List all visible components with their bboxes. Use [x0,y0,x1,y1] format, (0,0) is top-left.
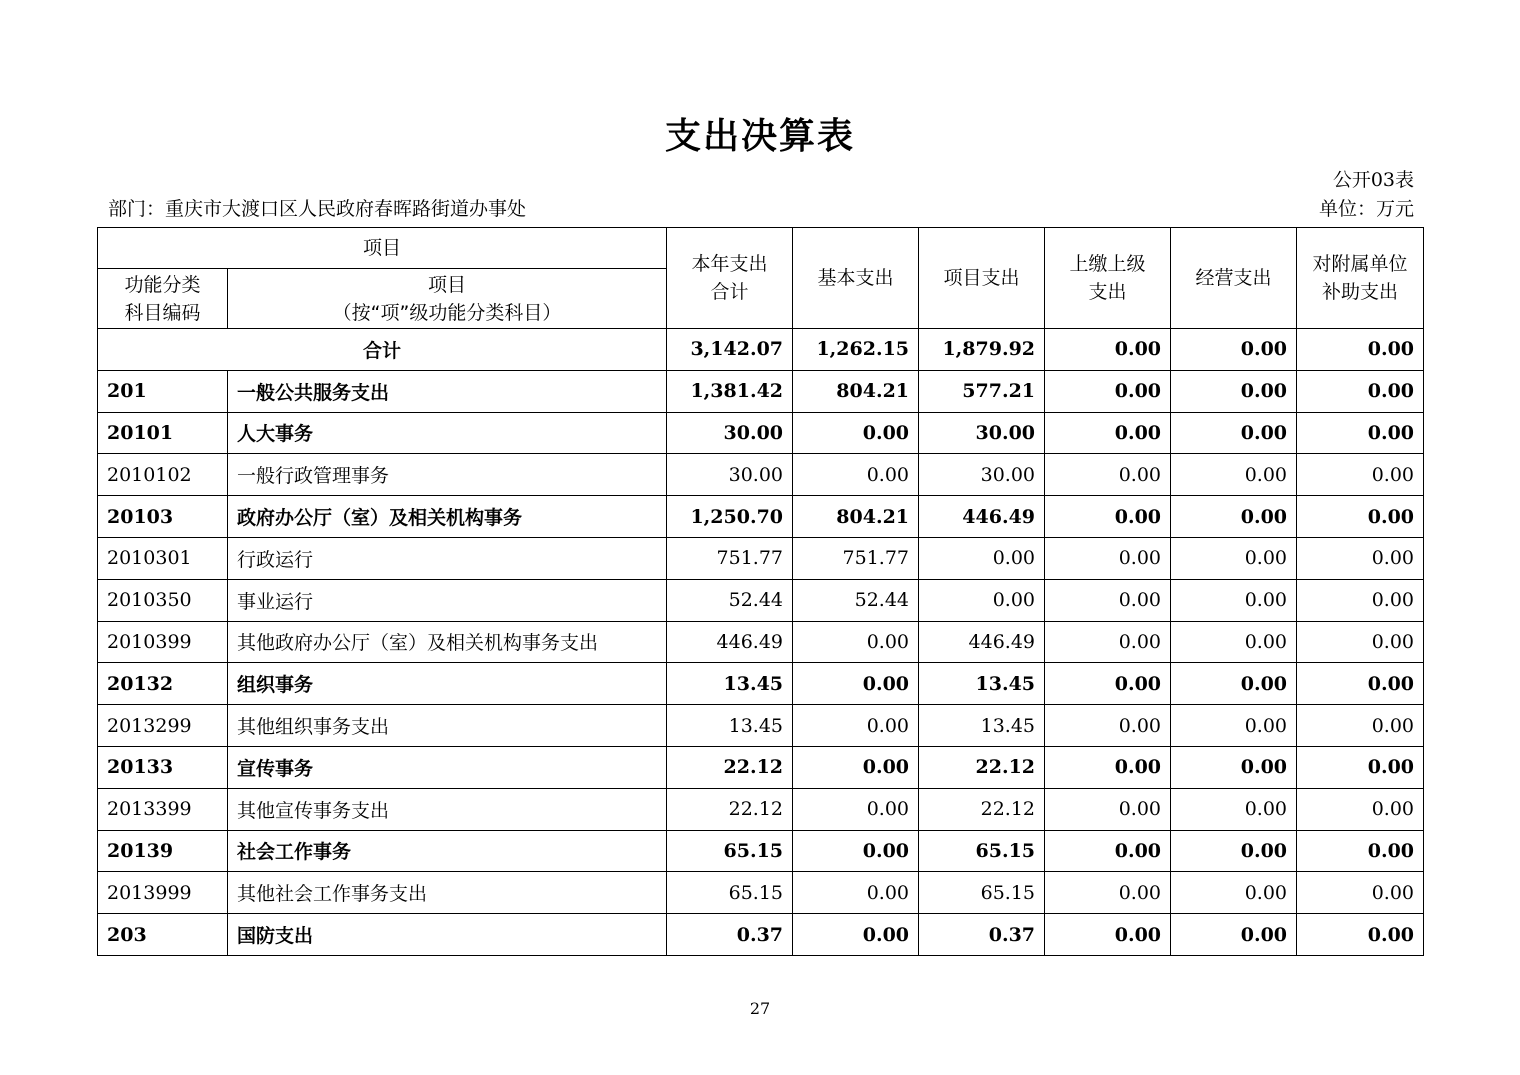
row-code: 2013399 [98,788,228,830]
row-value-subsidy: 0.00 [1297,914,1424,956]
header-basic: 基本支出 [793,228,919,329]
table-row [98,705,1424,747]
header-total-line2: 合计 [710,281,749,303]
row-value-basic: 0.00 [793,914,919,956]
row-value-upper: 0.00 [1045,370,1171,412]
row-value-upper: 0.00 [1045,621,1171,663]
row-value-total: 1,250.70 [667,496,793,538]
total-label: 合计 [98,329,667,371]
row-name: 其他组织事务支出 [228,705,667,747]
row-value-business: 0.00 [1171,788,1297,830]
page-title: 支出决算表 [664,116,855,157]
table-row [98,537,1424,579]
row-value-upper: 0.00 [1045,579,1171,621]
header-item-line1: 项目 [428,273,467,296]
row-value-business: 0.00 [1171,705,1297,747]
header-upper-line1: 上缴上级 [1069,253,1146,275]
header-subsidy-line1: 对附属单位 [1312,253,1408,275]
row-value-basic: 751.77 [793,537,919,579]
row-value-subsidy: 0.00 [1297,830,1424,872]
row-value-upper: 0.00 [1045,914,1171,956]
row-name: 政府办公厅（室）及相关机构事务 [228,496,667,538]
row-value-total: 52.44 [667,579,793,621]
row-value-basic: 0.00 [793,663,919,705]
row-value-basic: 0.00 [793,830,919,872]
header-business: 经营支出 [1171,228,1297,329]
row-value-total: 13.45 [667,705,793,747]
row-name: 一般行政管理事务 [228,454,667,496]
row-value-upper: 0.00 [1045,788,1171,830]
row-name: 其他社会工作事务支出 [228,872,667,914]
row-value-total: 30.00 [667,454,793,496]
row-code: 2013999 [98,872,228,914]
row-value-upper: 0.00 [1045,496,1171,538]
row-value-upper: 0.00 [1045,705,1171,747]
row-value-business: 0.00 [1171,621,1297,663]
total-value-upper: 0.00 [1045,329,1171,371]
row-value-basic: 0.00 [793,621,919,663]
row-value-project: 13.45 [919,705,1045,747]
row-value-business: 0.00 [1171,537,1297,579]
form-number: 公开03表 [1332,169,1414,191]
row-value-basic: 0.00 [793,746,919,788]
row-value-subsidy: 0.00 [1297,746,1424,788]
header-upper-line2: 支出 [1088,281,1127,303]
table-row [98,370,1424,412]
row-value-upper: 0.00 [1045,872,1171,914]
row-value-upper: 0.00 [1045,663,1171,705]
total-value-total: 3,142.07 [667,329,793,371]
row-value-business: 0.00 [1171,454,1297,496]
header-item-group: 项目 [98,228,667,269]
row-code: 2010301 [98,537,228,579]
row-code: 2010102 [98,454,228,496]
row-value-subsidy: 0.00 [1297,496,1424,538]
row-value-subsidy: 0.00 [1297,579,1424,621]
total-row [98,329,1424,371]
row-value-project: 65.15 [919,830,1045,872]
row-name: 一般公共服务支出 [228,370,667,412]
row-code: 2013299 [98,705,228,747]
row-value-basic: 804.21 [793,370,919,412]
row-name: 人大事务 [228,412,667,454]
table-row [98,621,1424,663]
header-total-line1: 本年支出 [691,253,768,275]
header-project: 项目支出 [919,228,1045,329]
row-value-business: 0.00 [1171,872,1297,914]
row-value-basic: 52.44 [793,579,919,621]
total-value-project: 1,879.92 [919,329,1045,371]
row-code: 2010399 [98,621,228,663]
unit-label: 单位：万元 [1318,198,1414,220]
row-code: 203 [98,914,228,956]
total-value-business: 0.00 [1171,329,1297,371]
row-value-subsidy: 0.00 [1297,412,1424,454]
row-value-total: 0.37 [667,914,793,956]
header-upper [1045,228,1171,329]
row-code: 20139 [98,830,228,872]
header-total [667,228,793,329]
row-value-total: 22.12 [667,788,793,830]
table-row [98,746,1424,788]
row-code: 20101 [98,412,228,454]
total-value-subsidy: 0.00 [1297,329,1424,371]
row-value-business: 0.00 [1171,914,1297,956]
table-row [98,412,1424,454]
table-row [98,914,1424,956]
row-code: 20103 [98,496,228,538]
row-name: 社会工作事务 [228,830,667,872]
row-value-basic: 0.00 [793,788,919,830]
row-value-business: 0.00 [1171,412,1297,454]
row-value-basic: 804.21 [793,496,919,538]
row-value-subsidy: 0.00 [1297,621,1424,663]
row-value-total: 22.12 [667,746,793,788]
row-value-upper: 0.00 [1045,454,1171,496]
row-value-project: 0.37 [919,914,1045,956]
row-name: 事业运行 [228,579,667,621]
row-value-project: 30.00 [919,412,1045,454]
table-row [98,830,1424,872]
row-value-total: 65.15 [667,830,793,872]
table-body [98,329,1424,956]
row-name: 其他政府办公厅（室）及相关机构事务支出 [228,621,667,663]
row-value-basic: 0.00 [793,705,919,747]
header-code-line2: 科目编码 [124,301,201,324]
row-value-project: 65.15 [919,872,1045,914]
row-value-total: 13.45 [667,663,793,705]
header-subsidy-line2: 补助支出 [1322,281,1399,303]
header-item [228,269,667,329]
row-code: 201 [98,370,228,412]
row-name: 行政运行 [228,537,667,579]
row-name: 宣传事务 [228,746,667,788]
row-value-upper: 0.00 [1045,412,1171,454]
row-value-project: 22.12 [919,746,1045,788]
row-value-upper: 0.00 [1045,537,1171,579]
row-value-business: 0.00 [1171,370,1297,412]
table-row [98,579,1424,621]
row-code: 20133 [98,746,228,788]
row-name: 国防支出 [228,914,667,956]
header-subsidy [1297,228,1424,329]
row-value-upper: 0.00 [1045,830,1171,872]
row-value-project: 0.00 [919,579,1045,621]
row-value-project: 30.00 [919,454,1045,496]
row-value-project: 22.12 [919,788,1045,830]
row-code: 2010350 [98,579,228,621]
header-item-line2: （按“项”级功能分类科目） [332,301,562,324]
row-code: 20132 [98,663,228,705]
row-value-basic: 0.00 [793,454,919,496]
header-code [98,269,228,329]
row-value-subsidy: 0.00 [1297,788,1424,830]
row-value-total: 1,381.42 [667,370,793,412]
row-value-total: 751.77 [667,537,793,579]
row-value-total: 65.15 [667,872,793,914]
header-code-line1: 功能分类 [124,273,201,296]
page-number: 27 [749,999,771,1018]
row-name: 组织事务 [228,663,667,705]
row-value-business: 0.00 [1171,830,1297,872]
row-value-business: 0.00 [1171,579,1297,621]
row-value-subsidy: 0.00 [1297,454,1424,496]
row-value-project: 446.49 [919,496,1045,538]
row-value-project: 13.45 [919,663,1045,705]
department-label: 部门：重庆市大渡口区人民政府春晖路街道办事处 [108,198,527,220]
table-row [98,454,1424,496]
table-row [98,663,1424,705]
row-name: 其他宣传事务支出 [228,788,667,830]
row-value-basic: 0.00 [793,872,919,914]
row-value-project: 0.00 [919,537,1045,579]
row-value-business: 0.00 [1171,663,1297,705]
row-value-business: 0.00 [1171,746,1297,788]
row-value-total: 30.00 [667,412,793,454]
row-value-subsidy: 0.00 [1297,705,1424,747]
row-value-total: 446.49 [667,621,793,663]
table-row [98,788,1424,830]
row-value-subsidy: 0.00 [1297,663,1424,705]
row-value-project: 446.49 [919,621,1045,663]
row-value-project: 577.21 [919,370,1045,412]
table-row [98,872,1424,914]
row-value-business: 0.00 [1171,496,1297,538]
row-value-upper: 0.00 [1045,746,1171,788]
total-value-basic: 1,262.15 [793,329,919,371]
row-value-subsidy: 0.00 [1297,872,1424,914]
row-value-subsidy: 0.00 [1297,370,1424,412]
expenditure-table [97,227,1424,956]
table-row [98,496,1424,538]
row-value-subsidy: 0.00 [1297,537,1424,579]
row-value-basic: 0.00 [793,412,919,454]
